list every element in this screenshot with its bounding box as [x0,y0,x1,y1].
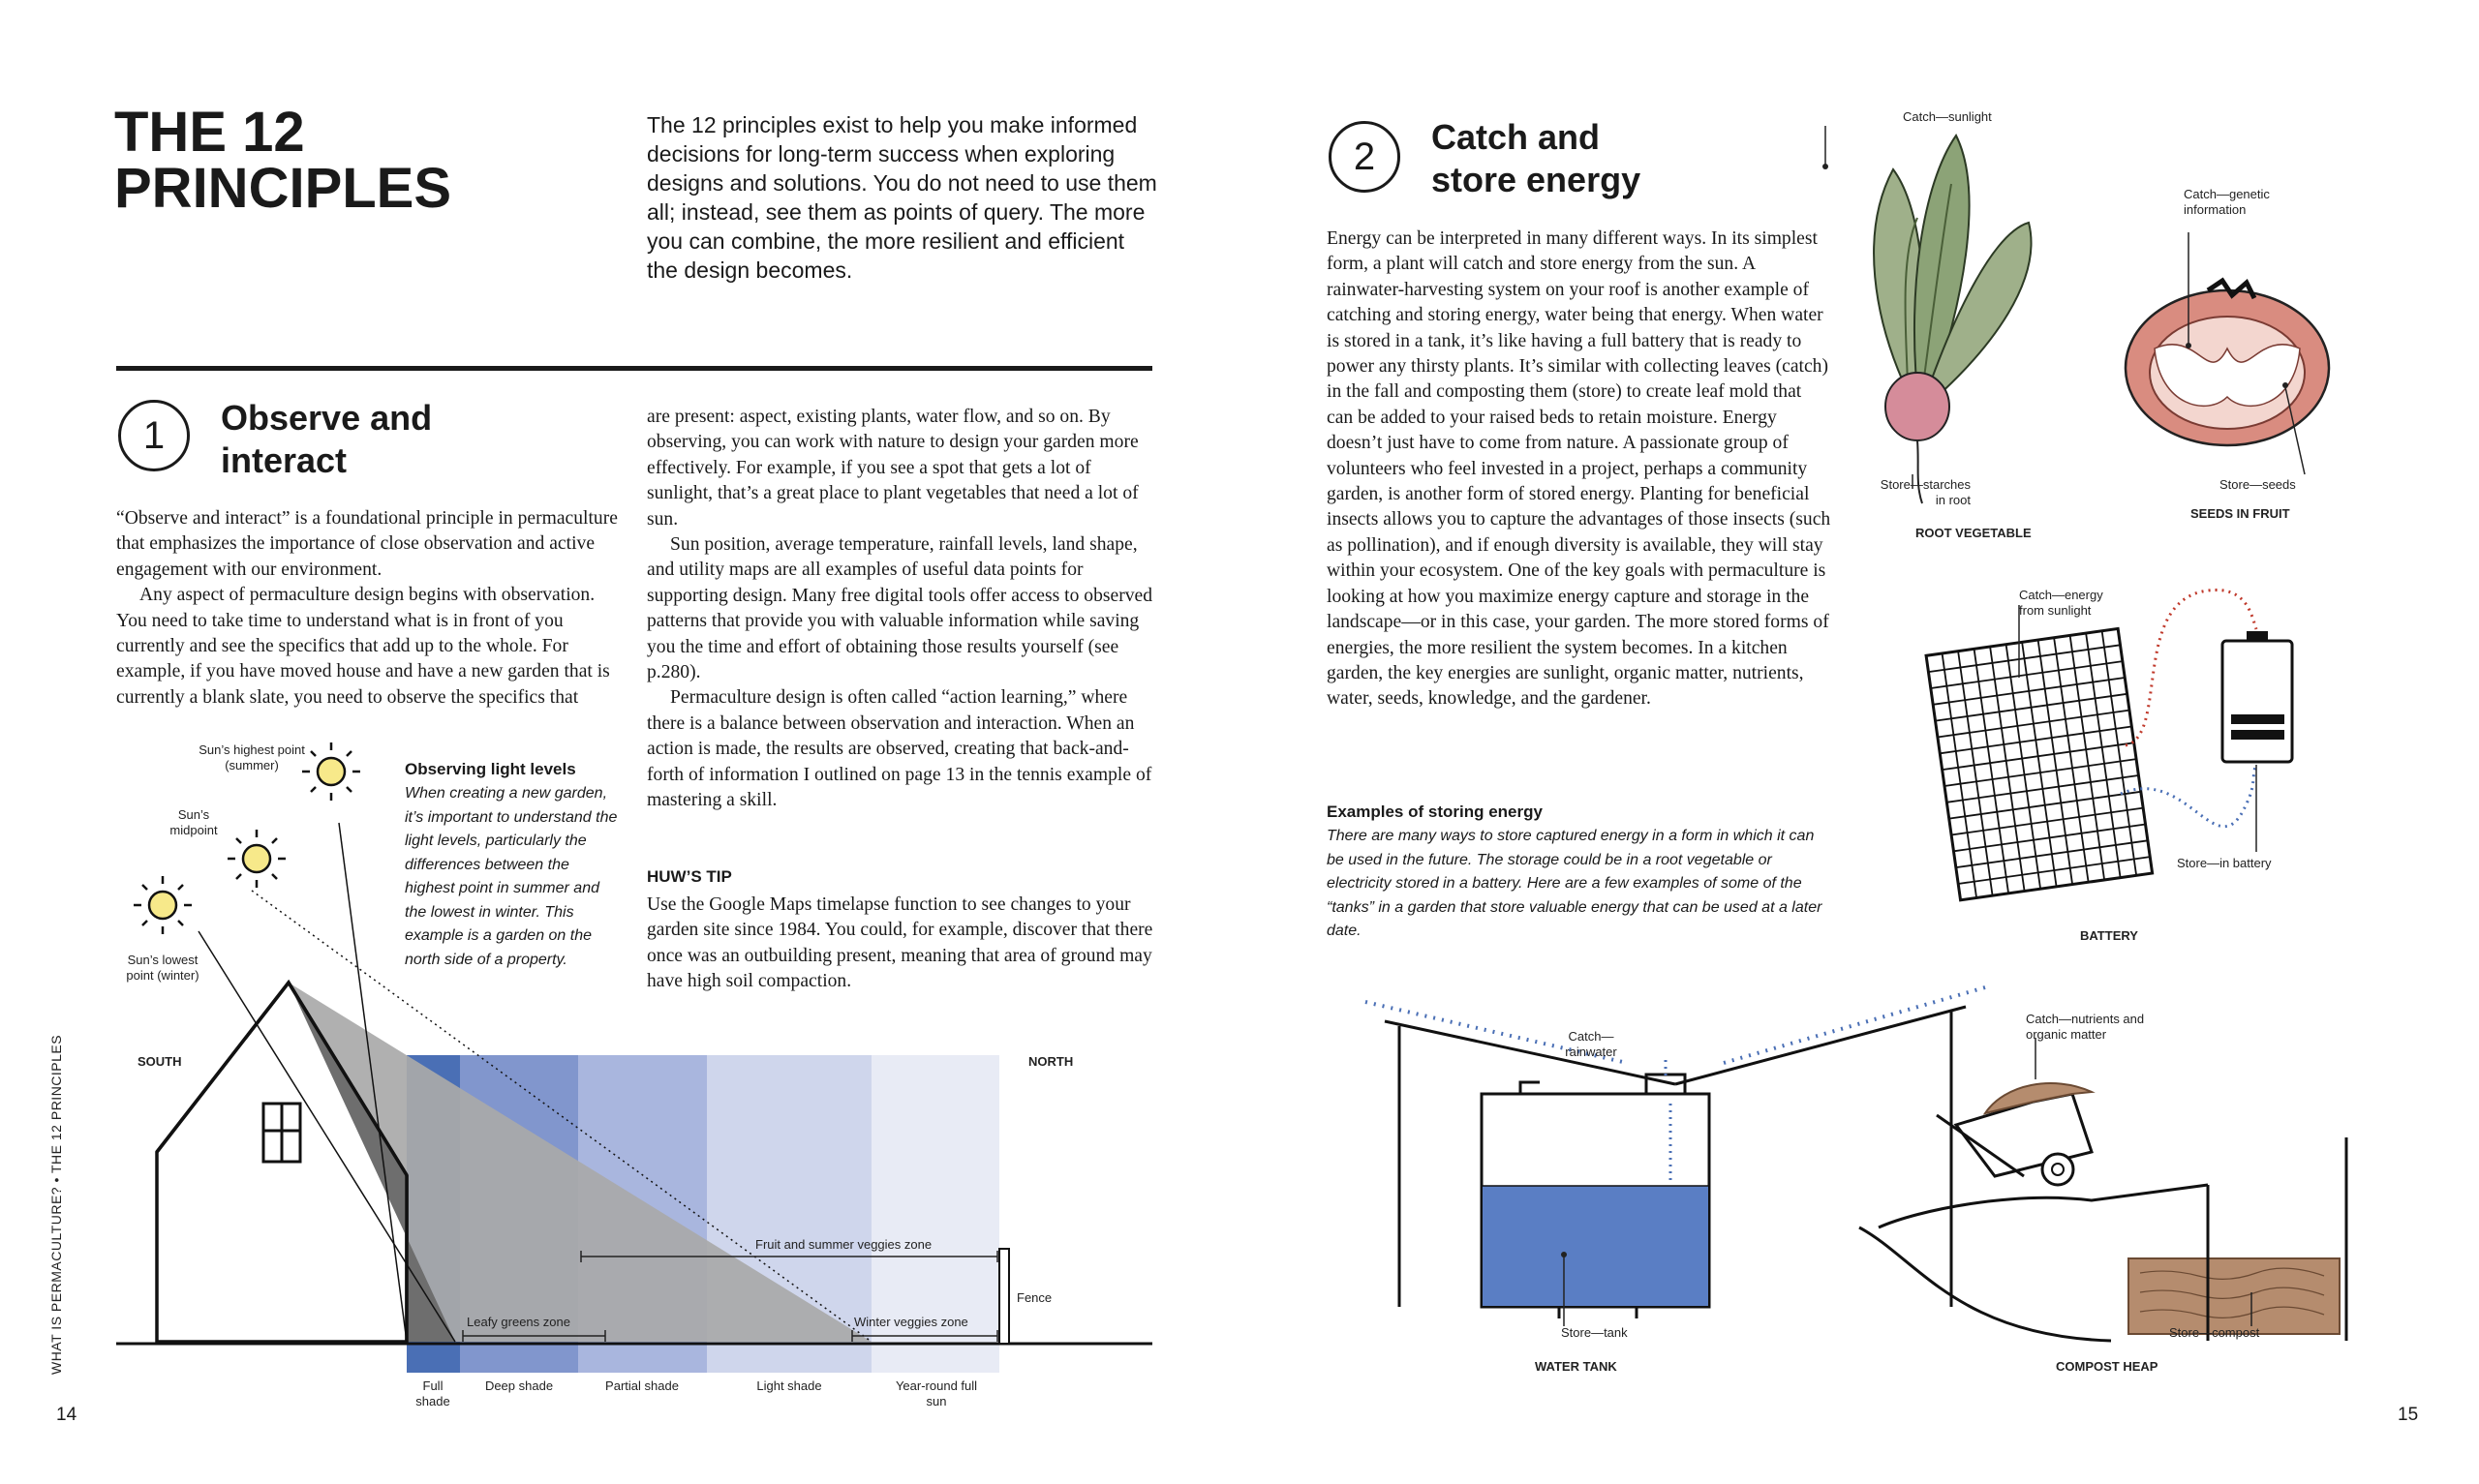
label-root-store: Store—starches in root [1880,477,1971,507]
label-root-catch: Catch—sunlight [1903,109,1992,124]
label-deep-shade: Deep shade [484,1378,554,1393]
fruit-illustration [2126,232,2329,474]
page-number-left: 14 [56,1405,77,1425]
energy-illustrations [1240,0,2479,1484]
examples-title: Examples of storing energy [1327,803,1543,821]
label-south: SOUTH [138,1054,182,1069]
label-battery-name: BATTERY [2080,928,2138,943]
label-tank-store: Store—tank [1561,1325,1628,1340]
label-tank-catch: Catch—rainwater [1565,1029,1617,1059]
label-zone-leafy: Leafy greens zone [467,1315,570,1329]
label-zone-winter: Winter veggies zone [854,1315,968,1329]
page-title: THE 12 PRINCIPLES [114,101,452,220]
label-compost-catch: Catch—nutrients and organic matter [2026,1012,2145,1042]
label-north: NORTH [1028,1054,1074,1069]
label-root-name: ROOT VEGETABLE [1915,526,2032,540]
sun-mid-icon [228,830,286,888]
label-fruit-store: Store—seeds [2219,477,2296,492]
label-sun-mid: Sun’s midpoint [169,807,218,837]
principle-1-number: 1 [118,400,190,471]
label-sun-low: Sun’s lowest point (winter) [126,953,199,983]
principle-2-text: Energy can be interpreted in many different ways. In its simplest form, a plant will catch and store energy from the sun. A rainwater-harvesting system on your roof is another example of catching and storing energy, water being that energy. When water is stored in a tank, it’s like having a full battery that is ready to power any thirsty plants. It’s similar with collecting leaves (catch) in the fall and composting them (store) to create leaf mold that can be added to your raised beds to retain moisture. Energy doesn’t just have to come from nature. A passionate group of volunteers who feel invested in a project, perhaps a community garden, is another form of stored energy. Planting for beneficial insects allows you to capture the advantages of those insects (such as pollination), and if enough diversity is available, they will stay within your ecosystem. One of the key goals with permaculture is looking at how you maximize energy capture and storage in the landscape—or in this case, your garden. The more stored forms of energies, the more resilient the system becomes. In a kitchen garden, the key energies are sunlight, organic matter, nutrients, water, seeds, knowledge, and the gardener. [1327,228,1831,710]
water-tank-illustration [1365,987,1985,1326]
label-battery-catch: Catch—energy from sunlight [2019,588,2103,618]
paragraph: Permaculture design is often called “action learning,” where there is a balance between observation and interaction. When an action is made, the results are observed, creating that back-and-forth of information I outlined on page 13 in the tennis example of mastering a skill. [647,687,1152,811]
principle-2-number: 2 [1329,121,1400,193]
label-light-shade: Light shade [756,1378,822,1393]
label-full-sun: Year-round full sun [895,1378,978,1408]
house-window [263,1104,300,1162]
principle-2-title: Catch and store energy [1431,117,1641,199]
sun-low-icon [134,876,192,934]
label-compost-name: COMPOST HEAP [2056,1359,2158,1374]
label-compost-store: Store—compost [2169,1325,2260,1340]
label-zone-fruit: Fruit and summer veggies zone [755,1237,933,1252]
compost-heap-illustration [1859,1038,2346,1341]
label-tank-name: WATER TANK [1535,1359,1617,1374]
light-caption-title: Observing light levels [405,760,576,778]
label-battery-store: Store—in battery [2177,856,2272,870]
label-full-shade: Full shade [415,1378,450,1408]
tip-heading: HUW’S TIP [647,867,732,886]
spine-text: WHAT IS PERMACULTURE? • THE 12 PRINCIPLES [48,1034,64,1375]
page-number-right: 15 [2398,1405,2419,1425]
fence [999,1249,1009,1344]
battery-illustration [1926,590,2292,899]
paragraph: are present: aspect, existing plants, water flow, and so on. By observing, you can work with nature to design your garden more effectively. For example, if you see a spot that gets a lot of sunlight, that’s a great place to plant vegetables that need a lot of sun. [647,407,1139,530]
paragraph: Sun position, average temperature, rainfall levels, land shape, and utility maps are all examples of useful data points for supporting design. Many free digital tools offer access to observed patterns that provide you with valuable information while saving you the time and effort of obtaining those results yourself (see p.280). [647,534,1153,683]
light-caption-text: When creating a new garden, it’s important to understand the light levels, particularly the differences between the highest point in summer and the lowest in winter. This example is a garden on the north side of a property. [405,785,618,968]
paragraph: Any aspect of permaculture design begins with observation. You need to take time to understand what is in front of you currently and see the specifics that add up to the whole. For example, if you have moved house and have a new garden that is currently a blank slate, you need to observe the specifics that [116,585,610,708]
principle-1-title: Observe and interact [221,398,433,480]
paragraph: “Observe and interact” is a foundational principle in permaculture that emphasizes the importance of close observation and active engagement with our environment. [116,508,618,580]
label-fruit-name: SEEDS IN FRUIT [2190,506,2290,521]
sun-high-icon [302,742,360,801]
intro-text: The 12 principles exist to help you make informed decisions for long-term success when exploring designs and solutions. You do not need to use them all; instead, see them as points of query. The more you can combine, the more resilient and efficient the design becomes. [647,112,1157,283]
label-partial-shade: Partial shade [605,1378,679,1393]
examples-text: There are many ways to store captured energy in a form in which it can be used in the future. The storage could be in a root vegetable or electricity stored in a battery. Here are a few examples of some of the “tanks” in a garden that store valuable energy that can be used at a later date. [1327,828,1822,939]
label-fence: Fence [1017,1290,1053,1305]
tip-text: Use the Google Maps timelapse function to see changes to your garden site since 1984. You could, for example, discover that there once was an outbuilding present, meaning that area of ground may have high soil compaction. [647,894,1153,992]
label-sun-high: Sun’s highest point (summer) [199,742,305,772]
root-vegetable-illustration [1822,126,2032,503]
label-fruit-catch: Catch—genetic information [2184,187,2270,217]
